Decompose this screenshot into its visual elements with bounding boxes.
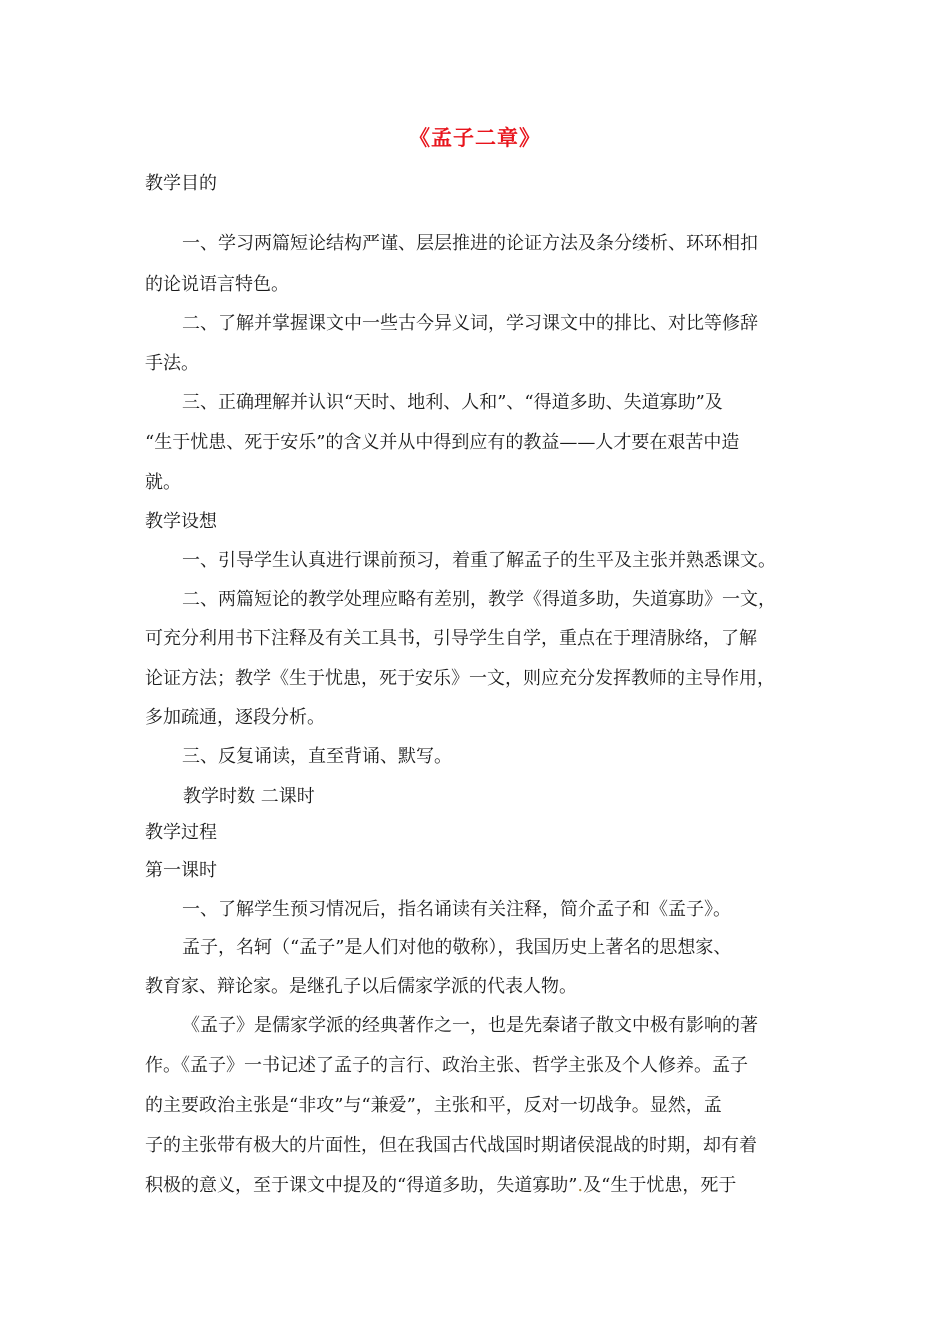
section-heading-plan: 教学设想	[145, 511, 217, 532]
paragraph-line: “生于忧患、死于安乐”的含义并从中得到应有的教益——人才要在艰苦中造	[145, 432, 740, 453]
subsection-heading-lesson-one: 第一课时	[145, 860, 217, 881]
paragraph-line: 《孟子》是儒家学派的经典著作之一，也是先秦诸子散文中极有影响的著	[182, 1015, 758, 1036]
paragraph-line: 作。《孟子》一书记述了孟子的言行、政治主张、哲学主张及个人修养。孟子	[145, 1055, 748, 1076]
paragraph-line: 一、学习两篇短论结构严谨、层层推进的论证方法及条分缕析、环环相扣	[182, 233, 758, 254]
document-title: 《孟子二章》	[409, 125, 541, 150]
paragraph-line: 三、反复诵读，直至背诵、默写。	[182, 746, 452, 767]
paragraph-line: 三、正确理解并认识“天时、地利、人和”、“得道多助、失道寡助”及	[182, 392, 723, 413]
paragraph-line: 的论说语言特色。	[145, 274, 289, 295]
paragraph-line: 就。	[145, 472, 181, 493]
paragraph-line: 一、引导学生认真进行课前预习，着重了解孟子的生平及主张并熟悉课文。	[182, 550, 776, 571]
paragraph-line: 论证方法；教学《生于忧患，死于安乐》一文，则应充分发挥教师的主导作用，	[145, 668, 775, 689]
paragraph-line: 二、了解并掌握课文中一些古今异义词，学习课文中的排比、对比等修辞	[182, 313, 758, 334]
paragraph-text: 及“生于忧患，死于	[583, 1175, 737, 1196]
section-heading-objectives: 教学目的	[145, 173, 217, 194]
paragraph-line: 孟子，名轲（“孟子”是人们对他的敬称），我国历史上著名的思想家、	[182, 937, 732, 958]
stray-dot-mark: .	[577, 1175, 584, 1196]
section-heading-process: 教学过程	[145, 822, 217, 843]
paragraph-line: 可充分利用书下注释及有关工具书，引导学生自学，重点在于理清脉络，了解	[145, 628, 757, 649]
paragraph-line: 教育家、辩论家。是继孔子以后儒家学派的代表人物。	[145, 976, 577, 997]
paragraph-text: 积极的意义，至于课文中提及的“得道多助，失道寡助”	[145, 1175, 578, 1196]
paragraph-line: 一、了解学生预习情况后，指名诵读有关注释，简介孟子和《孟子》。	[182, 899, 731, 920]
class-hours-line: 教学时数 二课时	[183, 786, 315, 807]
paragraph-line: 多加疏通，逐段分析。	[145, 707, 325, 728]
paragraph-line: 二、两篇短论的教学处理应略有差别，教学《得道多助，失道寡助》一文，	[182, 589, 776, 610]
paragraph-line: 的主要政治主张是“非攻”与“兼爱”，主张和平，反对一切战争。显然，孟	[145, 1095, 722, 1116]
paragraph-line-last	[145, 1175, 736, 1197]
paragraph-line: 手法。	[145, 353, 199, 374]
paragraph-line: 子的主张带有极大的片面性，但在我国古代战国时期诸侯混战的时期，却有着	[145, 1135, 757, 1156]
